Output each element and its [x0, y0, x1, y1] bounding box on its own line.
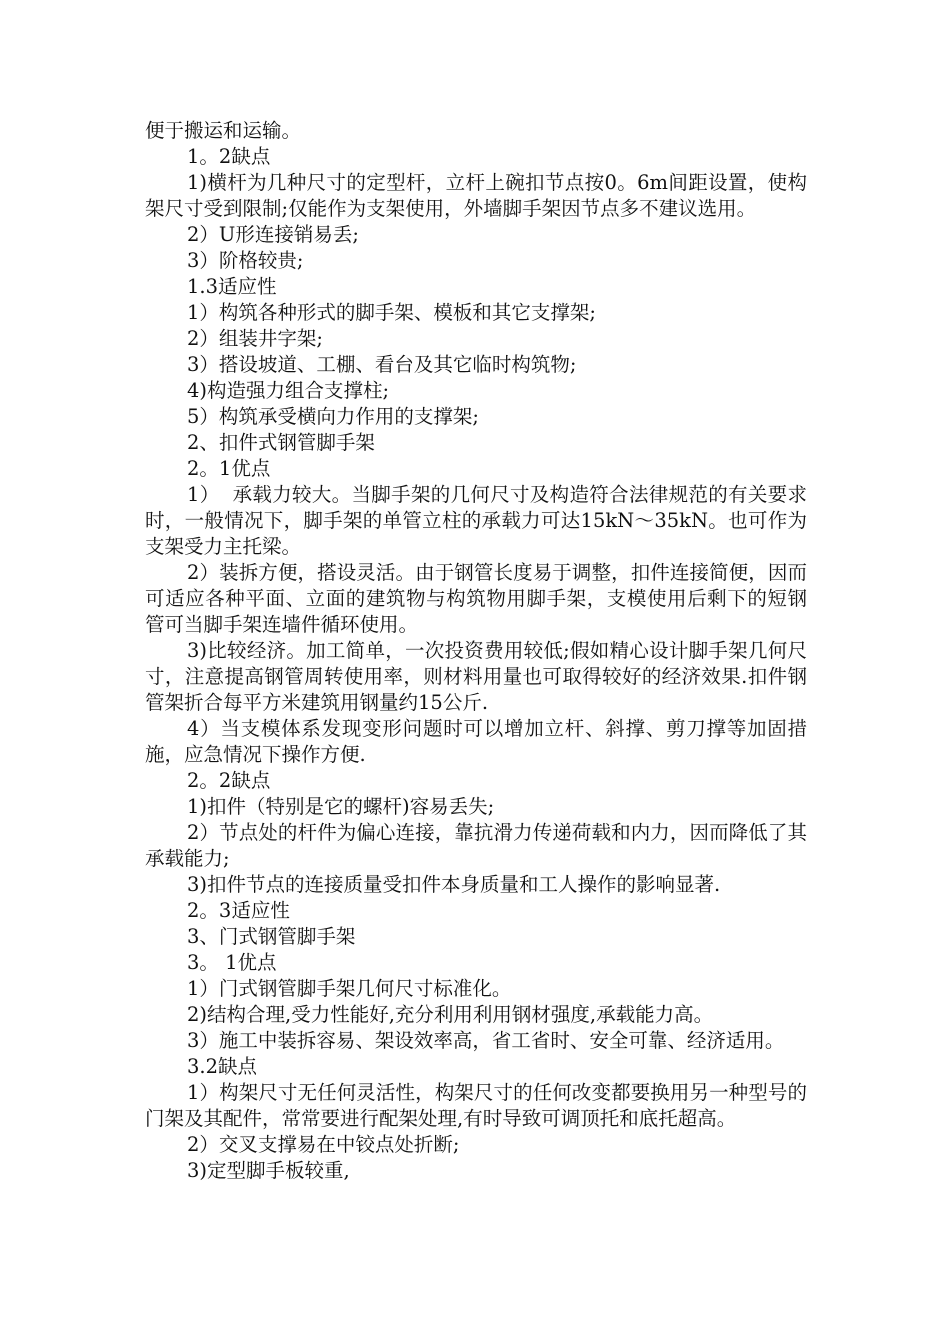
paragraph: 1)扣件（特别是它的螺杆)容易丢失; [187, 795, 495, 818]
paragraph: 2）节点处的杆件为偏心连接，靠抗滑力传递荷载和内力，因而降低了其承载能力; [145, 821, 807, 870]
document-body [145, 118, 807, 1184]
paragraph: 5）构筑承受横向力作用的支撑架; [187, 405, 479, 428]
section-heading: 3、门式钢管脚手架 [187, 925, 356, 948]
section-heading: 2。1优点 [187, 457, 271, 480]
paragraph: 2)结构合理,受力性能好,充分利用利用钢材强度,承载能力高。 [187, 1003, 714, 1026]
paragraph: 2）组装井字架; [187, 327, 323, 350]
paragraph: 1）门式钢管脚手架几何尺寸标准化。 [187, 977, 512, 1000]
section-heading: 2。2缺点 [187, 769, 271, 792]
paragraph: 3）施工中装拆容易、架设效率高，省工省时、安全可靠、经济适用。 [187, 1029, 785, 1052]
section-heading: 3.2缺点 [187, 1055, 258, 1078]
section-heading: 2、扣件式钢管脚手架 [187, 431, 375, 454]
paragraph: 4）当支模体系发现变形问题时可以增加立杆、斜撑、剪刀撑等加固措施，应急情况下操作方便. [145, 717, 807, 766]
paragraph: 1）构架尺寸无任何灵活性，构架尺寸的任何改变都要换用另一种型号的门架及其配件，常常要进行配架处理,有时导致可调顶托和底托超高。 [145, 1081, 807, 1130]
section-heading: 3。 1优点 [187, 951, 277, 974]
paragraph: 2）U形连接销易丢; [187, 223, 359, 246]
paragraph: 3）搭设坡道、工棚、看台及其它临时构筑物; [187, 353, 577, 376]
paragraph: 4)构造强力组合支撑柱; [187, 379, 390, 402]
paragraph: 3）阶格较贵; [187, 249, 304, 272]
paragraph: 2）交叉支撑易在中铰点处折断; [187, 1133, 460, 1156]
section-heading: 1.3适应性 [187, 275, 277, 298]
paragraph: 3)扣件节点的连接质量受扣件本身质量和工人操作的影响显著. [187, 873, 721, 896]
paragraph: 1）构筑各种形式的脚手架、模板和其它支撑架; [187, 301, 596, 324]
paragraph: 3)定型脚手板较重, [187, 1159, 350, 1182]
paragraph: 2）装拆方便，搭设灵活。由于钢管长度易于调整，扣件连接简便，因而可适应各种平面、立面的建筑物与构筑物用脚手架，支模使用后剩下的短钢管可当脚手架连墙件循环使用。 [145, 561, 807, 636]
paragraph: 1)横杆为几种尺寸的定型杆，立杆上碗扣节点按0。6m间距设置，使构架尺寸受到限制;仅能作为支架使用，外墙脚手架因节点多不建议选用。 [145, 171, 807, 220]
section-heading: 1。2缺点 [187, 145, 271, 168]
paragraph: 1） 承载力较大。当脚手架的几何尺寸及构造符合法律规范的有关要求时，一般情况下，脚手架的单管立柱的承载力可达15kN～35kN。也可作为支架受力主托梁。 [145, 483, 807, 558]
section-heading: 2。3适应性 [187, 899, 290, 922]
paragraph: 3)比较经济。加工简单，一次投资费用较低;假如精心设计脚手架几何尺寸，注意提高钢管周转使用率，则材料用量也可取得较好的经济效果.扣件钢管架折合每平方米建筑用钢量约15公斤. [145, 639, 807, 714]
paragraph: 便于搬运和运输。 [145, 119, 302, 142]
